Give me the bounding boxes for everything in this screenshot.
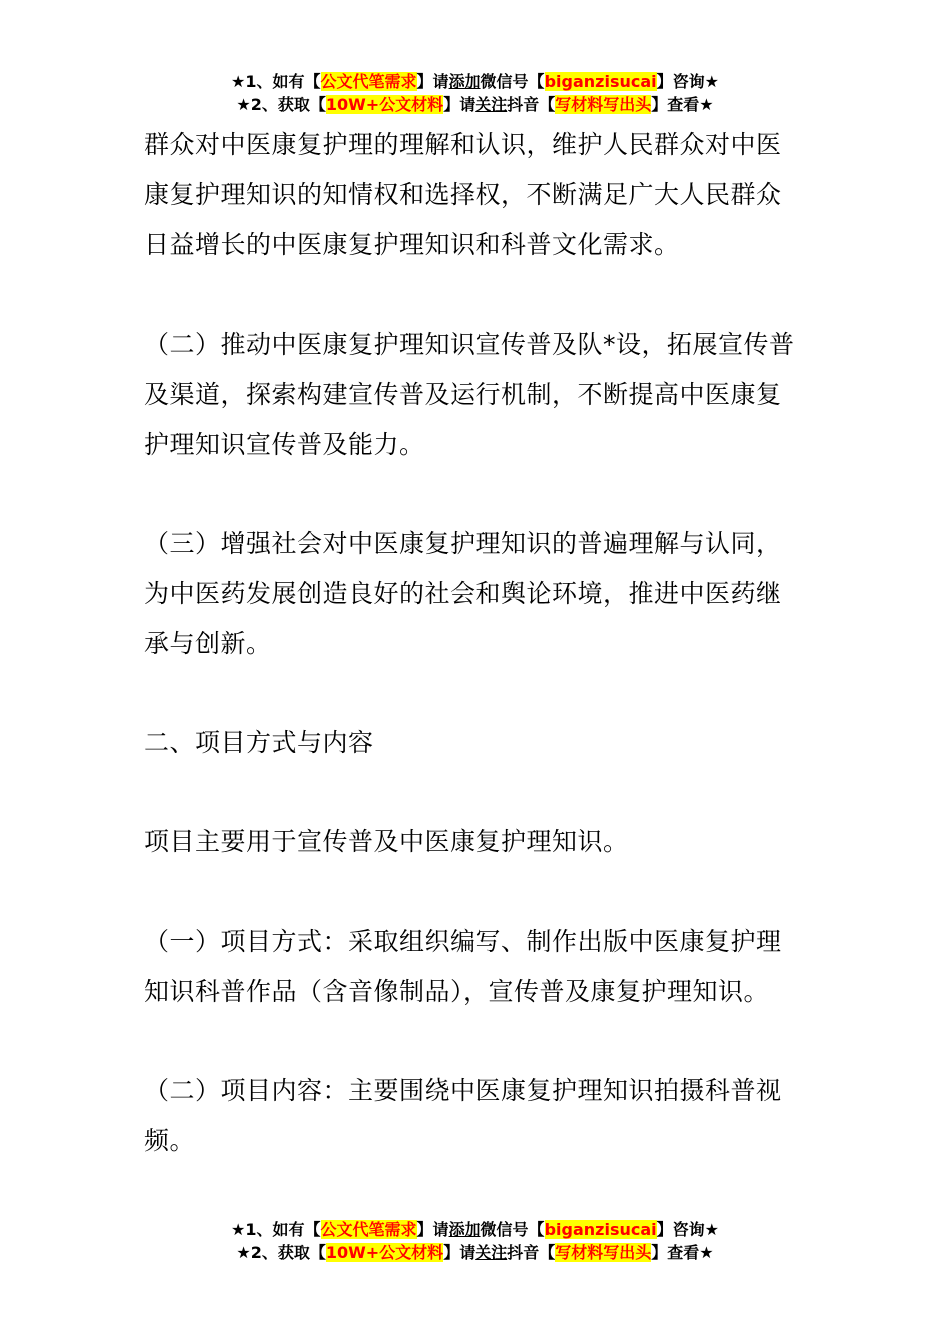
text-line: 知识科普作品（含音像制品），宣传普及康复护理知识。 [144, 977, 770, 1006]
heading-text: 二、项目方式与内容 [144, 728, 374, 757]
text-line: 日益增长的中医康复护理知识和科普文化需求。 [144, 230, 680, 259]
text-line: 及渠道，探索构建宣传普及运行机制，不断提高中医康复 [144, 380, 782, 409]
highlight-wechat-id: biganzisucai [544, 72, 657, 91]
header-banner [0, 70, 950, 116]
text-line: （二）推动中医康复护理知识宣传普及队*设，拓展宣传普 [144, 330, 795, 359]
banner-line-1: ★1、如有【公文代笔需求】请添加微信号【biganzisucai】咨询★ [231, 72, 719, 91]
banner-line-2: ★2、获取【10W+公文材料】请关注抖音【写材料写出头】查看★ [236, 95, 714, 114]
paragraph-2 [144, 320, 816, 470]
paragraph-6 [144, 1066, 816, 1166]
section-heading [144, 718, 816, 768]
paragraph-1 [144, 120, 816, 270]
text-line: 康复护理知识的知情权和选择权，不断满足广大人民群众 [144, 180, 782, 209]
highlight-wechat-id: biganzisucai [544, 1220, 657, 1239]
text-line: （一）项目方式：采取组织编写、制作出版中医康复护理 [144, 927, 782, 956]
paragraph-3 [144, 519, 816, 669]
text-line: （三）增强社会对中医康复护理知识的普遍理解与认同， [144, 529, 782, 558]
highlight-materials: 10W+公文材料 [325, 95, 444, 114]
highlight-materials: 10W+公文材料 [325, 1243, 444, 1262]
highlight-service: 公文代笔需求 [320, 1220, 417, 1239]
banner-line-2: ★2、获取【10W+公文材料】请关注抖音【写材料写出头】查看★ [236, 1243, 714, 1262]
highlight-service: 公文代笔需求 [320, 72, 417, 91]
footer-banner [0, 1218, 950, 1264]
text-line: （二）项目内容：主要围绕中医康复护理知识拍摄科普视 [144, 1076, 782, 1105]
text-line: 为中医药发展创造良好的社会和舆论环境，推进中医药继 [144, 579, 782, 608]
text-line: 项目主要用于宣传普及中医康复护理知识。 [144, 827, 629, 856]
text-line: 频。 [144, 1126, 196, 1155]
highlight-douyin-id: 写材料写出头 [555, 1243, 652, 1262]
highlight-douyin-id: 写材料写出头 [555, 95, 652, 114]
text-line: 护理知识宣传普及能力。 [144, 430, 425, 459]
text-line: 承与创新。 [144, 629, 272, 658]
paragraph-5 [144, 917, 816, 1017]
banner-line-1: ★1、如有【公文代笔需求】请添加微信号【biganzisucai】咨询★ [231, 1220, 719, 1239]
text-line: 群众对中医康复护理的理解和认识，维护人民群众对中医 [144, 130, 782, 159]
paragraph-4 [144, 817, 816, 867]
